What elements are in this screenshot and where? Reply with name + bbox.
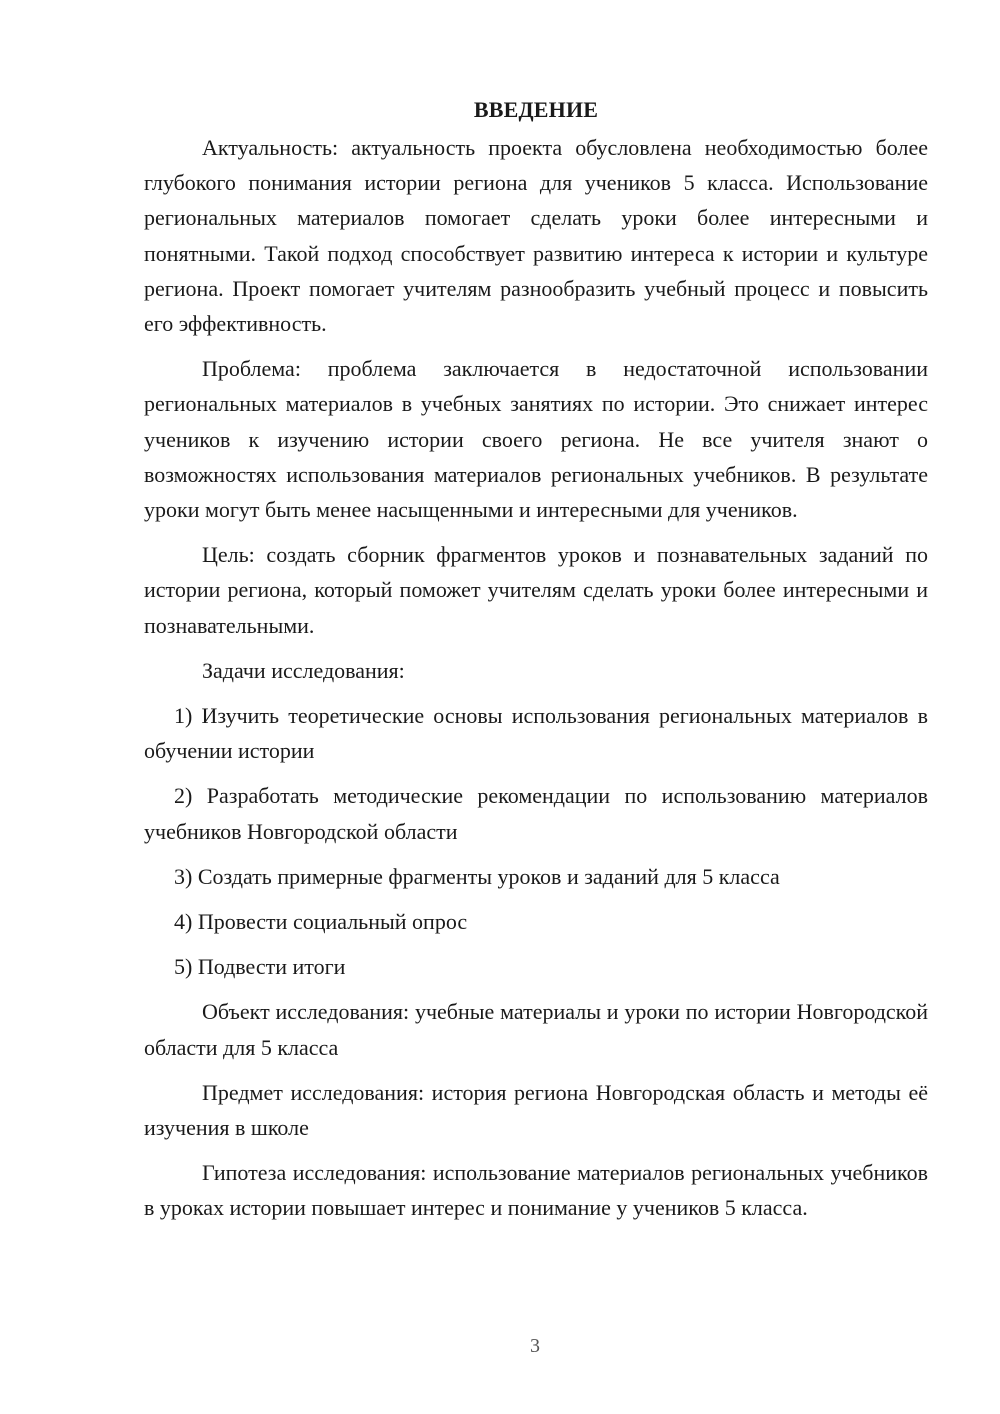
subject-paragraph: Предмет исследования: история региона Новгородская область и методы её изучения в школе <box>144 1079 928 1141</box>
task-item-3: 3) Создать примерные фрагменты уроков и заданий для 5 класса <box>174 863 780 889</box>
goal-paragraph: Цель: создать сборник фрагментов уроков и познавательных заданий по истории региона, который поможет учителям сделать уроки более интересными и познавательными. <box>144 542 928 638</box>
task-item-4: 4) Провести социальный опрос <box>174 909 468 935</box>
relevance-paragraph: Актуальность: актуальность проекта обусловлена необходимостью более глубокого понимания истории региона для учеников 5 класса. Использование региональных материалов помогает сделать уроки более интересными и понятными. Такой подход способствует развитию интереса к истории и культуре региона. Проект помогает учителям разнообразить учебный процесс и повысить его эффективность. <box>144 135 928 337</box>
page-content <box>144 92 928 1236</box>
task-item-2: 2) Разработать методические рекомендации по использованию материалов учебников Новгородской области <box>144 783 928 844</box>
hypothesis-paragraph: Гипотеза исследования: использование материалов региональных учебников в уроках истории повышает интерес и понимание у учеников 5 класса. <box>144 1160 928 1221</box>
object-paragraph: Объект исследования: учебные материалы и уроки по истории Новгородской области для 5 класса <box>144 999 928 1060</box>
page-number: 3 <box>530 1335 540 1357</box>
task-item-1: 1) Изучить теоретические основы использования региональных материалов в обучении истории <box>144 703 928 764</box>
section-title: ВВЕДЕНИЕ <box>473 97 599 122</box>
problem-paragraph: Проблема: проблема заключается в недостаточной использовании региональных материалов в учебных занятиях по истории. Это снижает интерес учеников к изучению истории своего региона. Не все учителя знают о возможностях использования материалов региональных учебников. В результате уроки могут быть менее насыщенными и интересными для учеников. <box>144 356 928 523</box>
task-item-5: 5) Подвести итоги <box>174 954 346 980</box>
tasks-heading: Задачи исследования: <box>202 657 405 683</box>
